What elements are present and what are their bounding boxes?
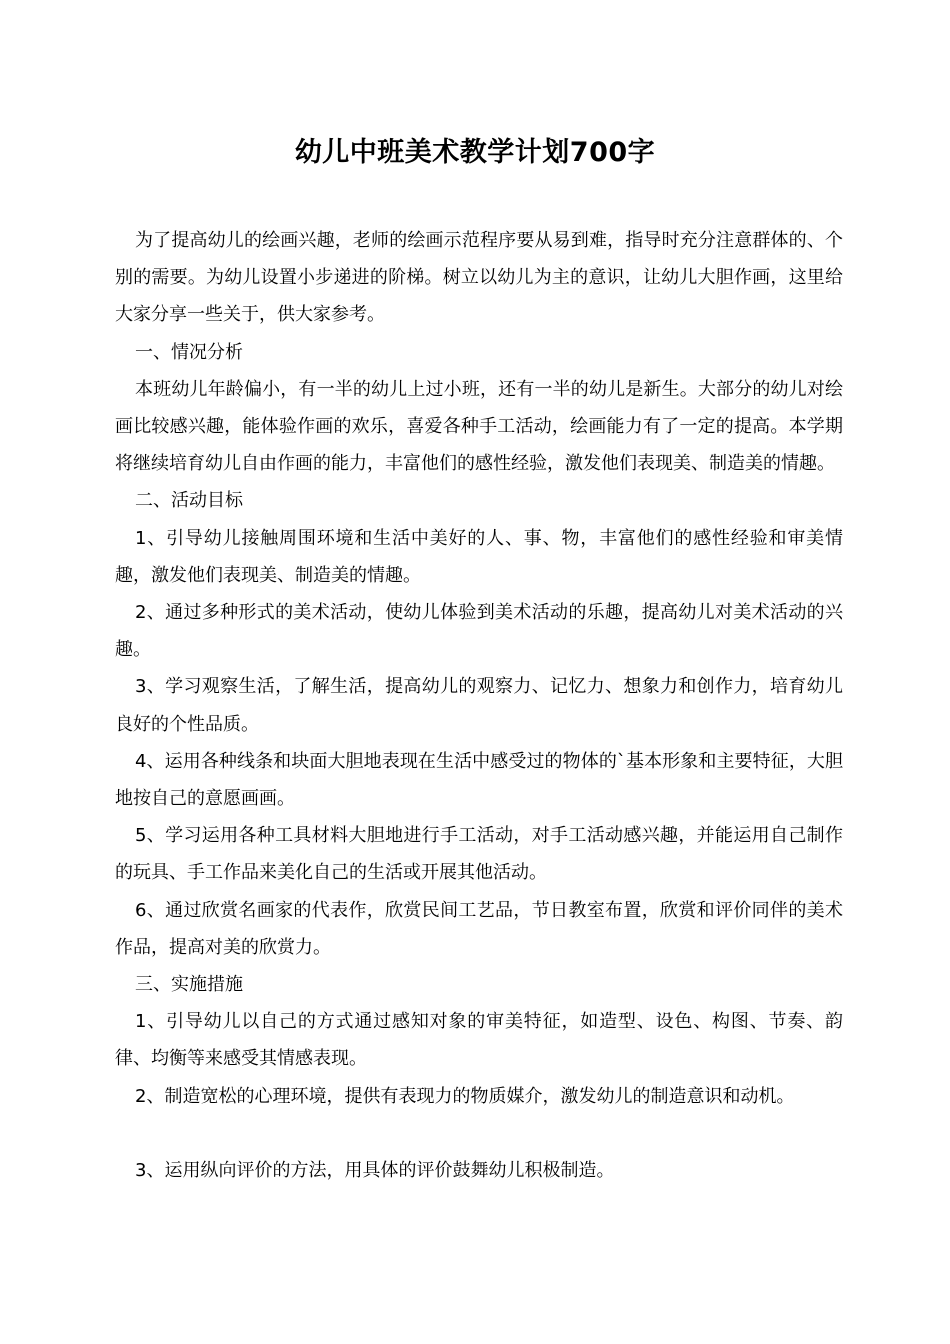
goal-item: 6、通过欣赏名画家的代表作，欣赏民间工艺品，节日教室布置，欣赏和评价同伴的美术作品，提高对美的欣赏力。: [115, 899, 843, 958]
analysis-paragraph: 本班幼儿年龄偏小，有一半的幼儿上过小班，还有一半的幼儿是新生。大部分的幼儿对绘画比较感兴趣，能体验作画的欢乐，喜爱各种手工活动，绘画能力有了一定的提高。本学期将继续培育幼儿自由作画的能力，丰富他们的感性经验，激发他们表现美、制造美的情趣。: [115, 378, 843, 475]
goal-item: 1、引导幼儿接触周围环境和生活中美好的人、事、物，丰富他们的感性经验和审美情趣，激发他们表现美、制造美的情趣。: [115, 527, 843, 586]
measure-item: 2、制造宽松的心理环境，提供有表现力的物质媒介，激发幼儿的制造意识和动机。: [135, 1085, 795, 1107]
section-heading-goals: 二、活动目标: [135, 490, 243, 512]
measure-item: 3、运用纵向评价的方法，用具体的评价鼓舞幼儿积极制造。: [135, 1159, 615, 1181]
goal-item: 5、学习运用各种工具材料大胆地进行手工活动，对手工活动感兴趣，并能运用自己制作的玩具、手工作品来美化自己的生活或开展其他活动。: [115, 825, 843, 884]
blank-line: [115, 1115, 843, 1152]
section-heading-analysis: 一、情况分析: [135, 341, 243, 363]
intro-paragraph: 为了提高幼儿的绘画兴趣，老师的绘画示范程序要从易到难，指导时充分注意群体的、个别的需要。为幼儿设置小步递进的阶梯。树立以幼儿为主的意识，让幼儿大胆作画，这里给大家分享一些关于，供大家参考。: [115, 230, 843, 326]
page-title: 幼儿中班美术教学计划700字: [294, 137, 656, 168]
measure-item: 1、引导幼儿以自己的方式通过感知对象的审美特征，如造型、设色、构图、节奏、韵律、均衡等来感受其情感表现。: [115, 1011, 843, 1070]
goal-item: 3、学习观察生活，了解生活，提高幼儿的观察力、记忆力、想象力和创作力，培育幼儿良好的个性品质。: [115, 676, 843, 735]
goal-item: 2、通过多种形式的美术活动，使幼儿体验到美术活动的乐趣，提高幼儿对美术活动的兴趣。: [115, 602, 843, 661]
goal-item: 4、运用各种线条和块面大胆地表现在生活中感受过的物体的`基本形象和主要特征，大胆地按自己的意愿画画。: [115, 750, 843, 810]
document-body: [115, 222, 843, 1189]
section-heading-measures: 三、实施措施: [135, 974, 243, 996]
